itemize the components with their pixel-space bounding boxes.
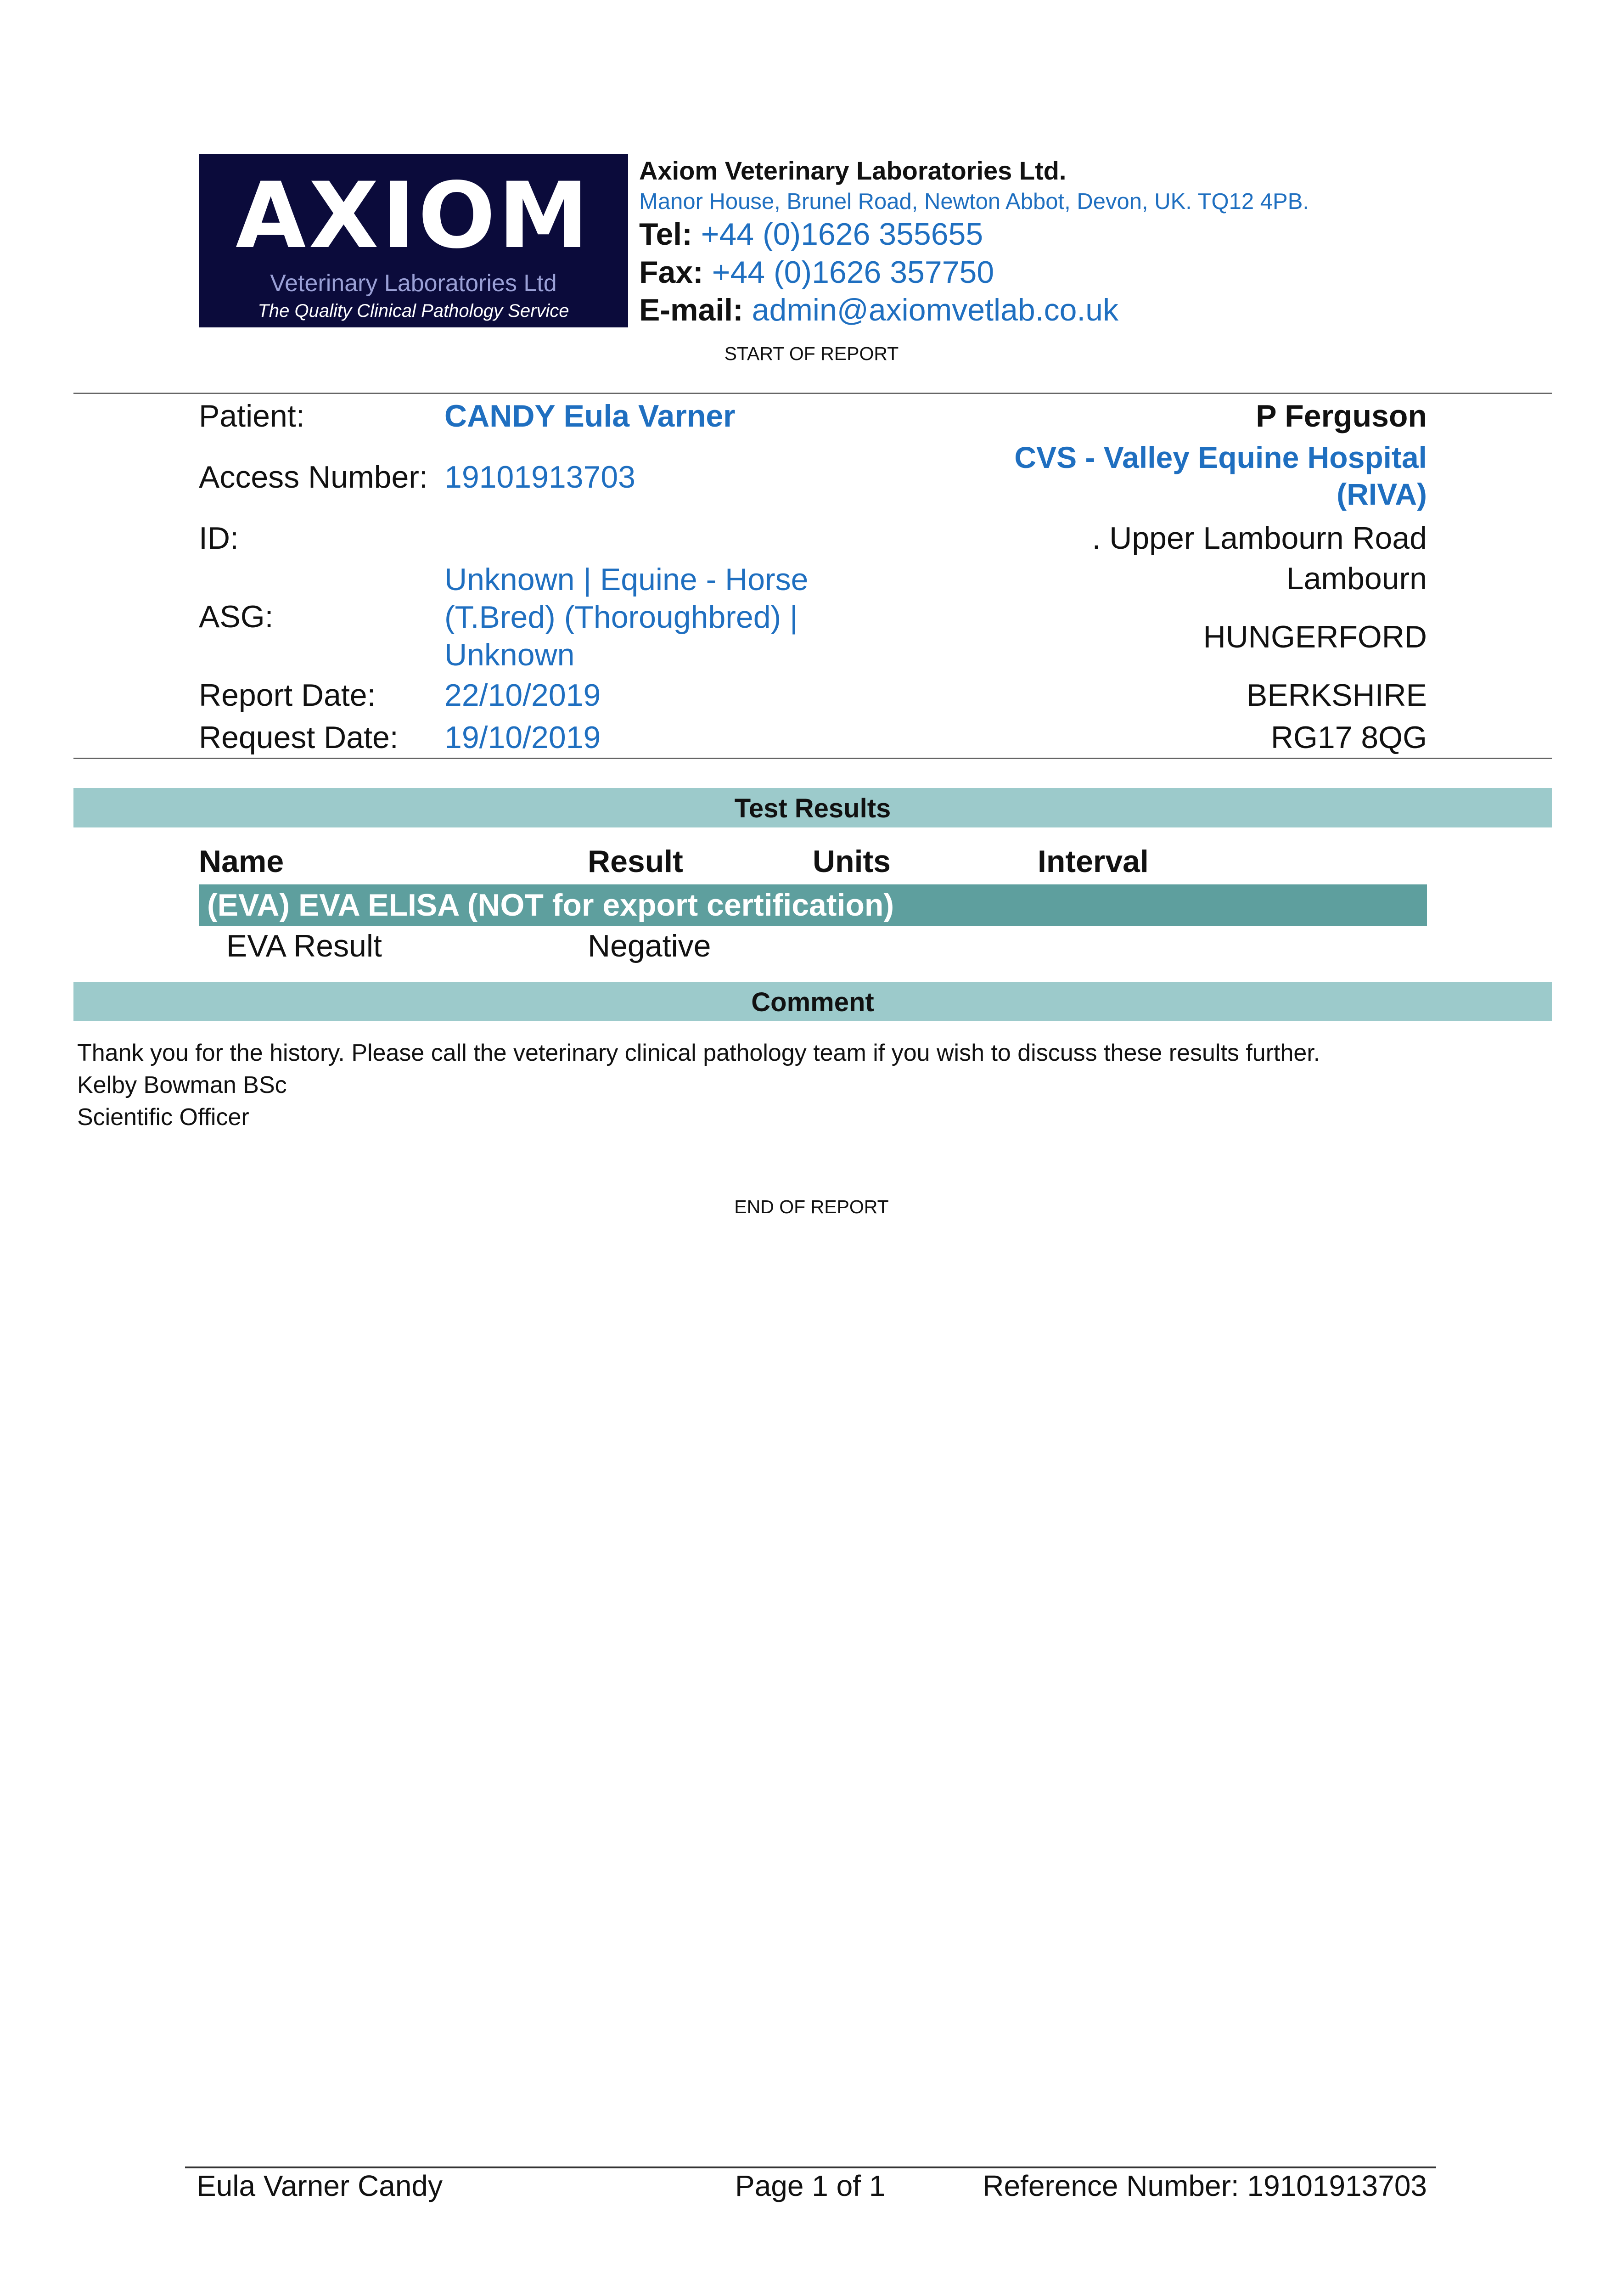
clinic-county: BERKSHIRE: [1247, 678, 1427, 713]
asg-line-2: (T.Bred) (Thoroughbred) |: [444, 600, 798, 635]
access-number: 19101913703: [444, 460, 636, 495]
logo-subtitle: Veterinary Laboratories Ltd: [270, 270, 557, 297]
result-row-value: Negative: [588, 929, 711, 963]
phone-number[interactable]: +44 (0)1626 355655: [701, 217, 983, 252]
comment-header: Comment: [73, 982, 1552, 1021]
footer-page-number: Page 1 of 1: [735, 2169, 886, 2202]
fax-label: Fax:: [639, 255, 703, 290]
footer-patient-name: Eula Varner Candy: [197, 2169, 443, 2202]
request-date-label: Request Date:: [199, 720, 399, 755]
clinic-address-1: . Upper Lambourn Road: [1092, 521, 1427, 556]
asg-line-3: Unknown: [444, 637, 575, 672]
email-address[interactable]: admin@axiomvetlab.co.uk: [752, 293, 1119, 327]
end-of-report: END OF REPORT: [734, 1196, 889, 1217]
access-number-label: Access Number:: [199, 460, 428, 495]
practice-name: [872, 439, 1427, 512]
start-of-report: START OF REPORT: [724, 343, 899, 364]
practice-name-line-2: (RIVA): [1337, 477, 1427, 511]
clinic-town: HUNGERFORD: [1203, 619, 1427, 654]
asg-value: [444, 561, 809, 674]
details-divider: [73, 758, 1552, 759]
logo-wordmark: AXIOM: [236, 163, 591, 269]
column-interval: Interval: [1038, 844, 1149, 879]
practice-name-line-1: CVS - Valley Equine Hospital: [1014, 440, 1427, 474]
id-label: ID:: [199, 521, 239, 556]
company-name: Axiom Veterinary Laboratories Ltd.: [639, 156, 1067, 185]
column-units: Units: [813, 844, 891, 879]
asg-line-1: Unknown | Equine - Horse: [444, 562, 809, 597]
logo-tagline: The Quality Clinical Pathology Service: [258, 301, 569, 321]
column-result: Result: [588, 844, 683, 879]
request-date: 19/10/2019: [444, 720, 601, 755]
asg-label: ASG:: [199, 599, 274, 634]
comment-signatory-role: Scientific Officer: [77, 1104, 249, 1131]
phone-label: Tel:: [639, 217, 692, 252]
patient-name: CANDY Eula Varner: [444, 399, 736, 433]
test-results-header: Test Results: [73, 788, 1552, 827]
footer-reference-number: Reference Number: 19101913703: [983, 2169, 1427, 2202]
clinic-postcode: RG17 8QG: [1270, 720, 1427, 755]
vet-name: P Ferguson: [1256, 399, 1427, 433]
company-address: Manor House, Brunel Road, Newton Abbot, Devon, UK. TQ12 4PB.: [639, 189, 1309, 214]
clinic-address-2: Lambourn: [1286, 561, 1427, 596]
company-logo: [199, 154, 628, 327]
company-fax: [639, 254, 994, 291]
fax-number: +44 (0)1626 357750: [712, 255, 994, 290]
company-phone: [639, 216, 983, 253]
patient-label: Patient:: [199, 399, 305, 433]
result-row-name: EVA Result: [226, 929, 382, 963]
test-group-bar: [199, 884, 1427, 926]
column-name: Name: [199, 844, 284, 879]
comment-signatory: Kelby Bowman BSc: [77, 1072, 287, 1098]
test-group-title: (EVA) EVA ELISA (NOT for export certification): [207, 888, 894, 923]
email-label: E-mail:: [639, 293, 743, 327]
comment-text: Thank you for the history. Please call the veterinary clinical pathology team if you wish to discuss these results further.: [77, 1040, 1320, 1066]
report-date: 22/10/2019: [444, 678, 601, 713]
company-email: [639, 292, 1118, 328]
header-divider: [73, 393, 1552, 394]
report-date-label: Report Date:: [199, 678, 376, 713]
